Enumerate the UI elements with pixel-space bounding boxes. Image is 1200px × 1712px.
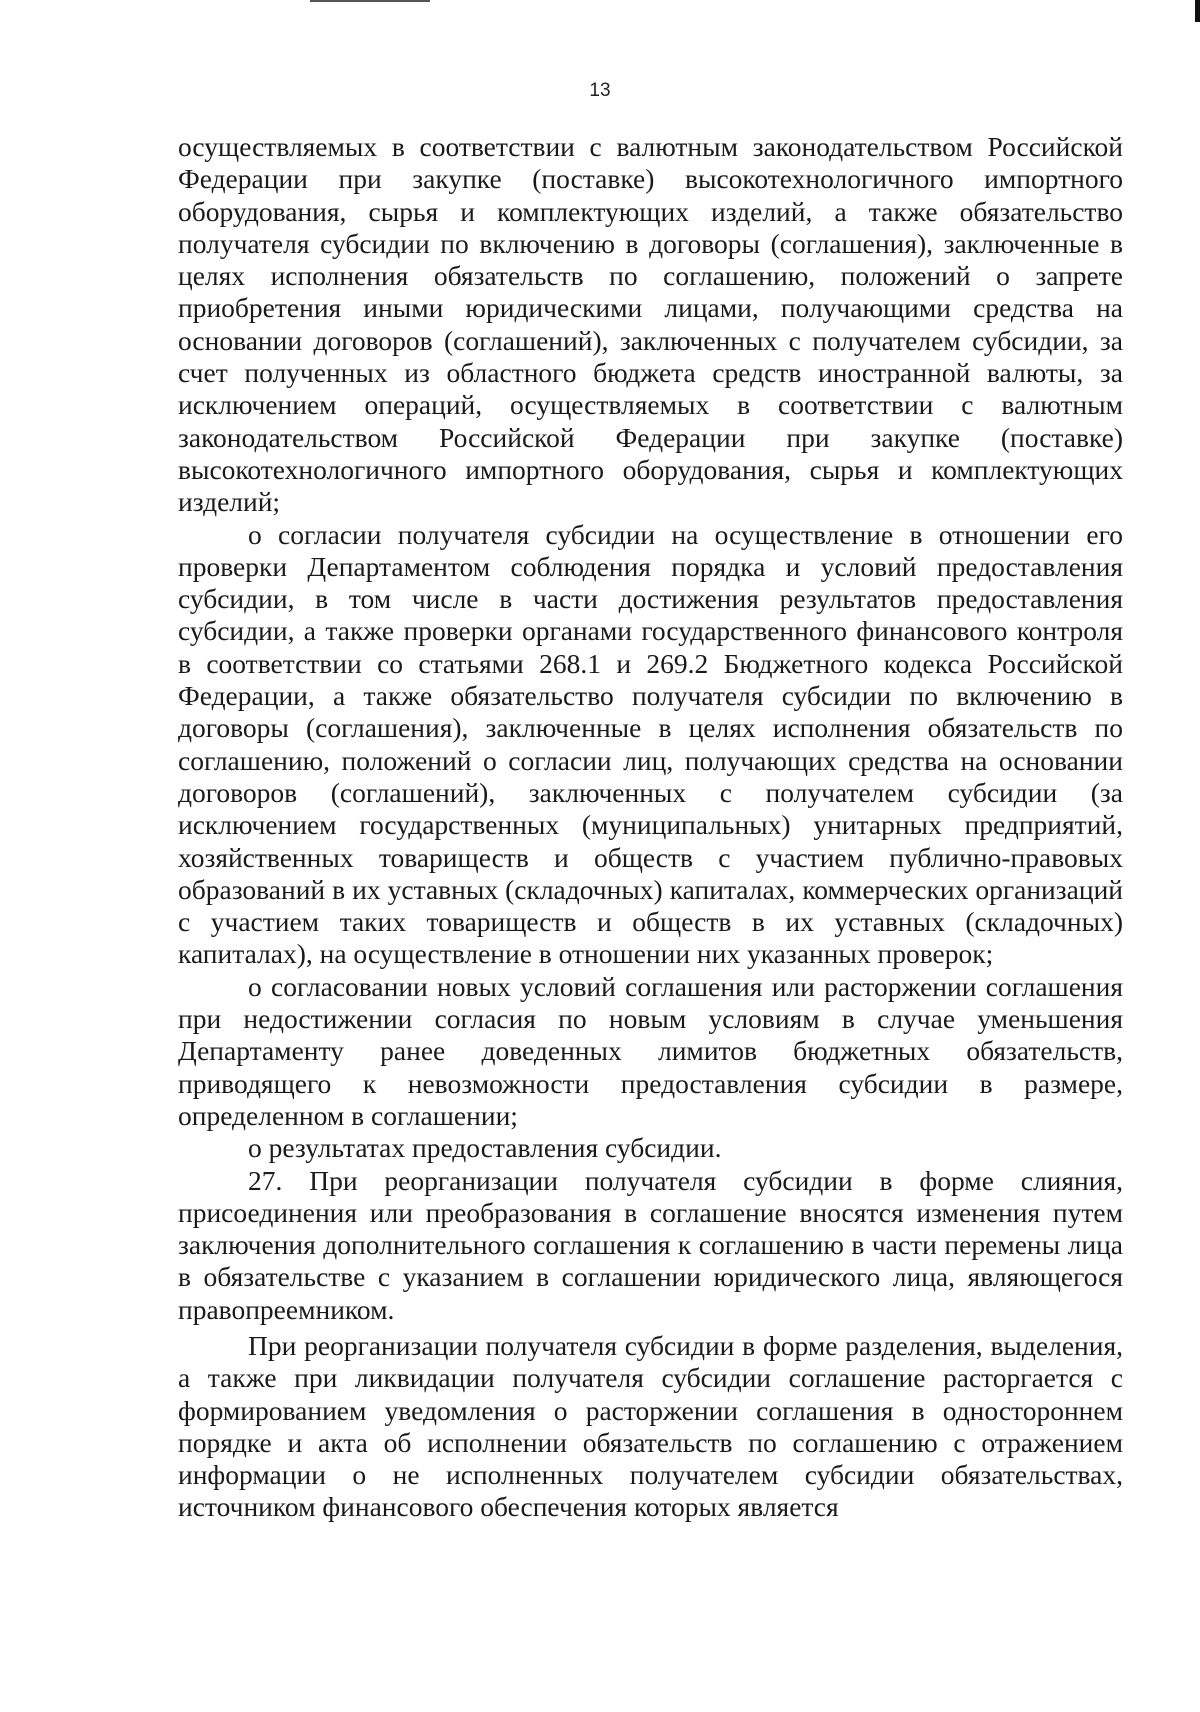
paragraph-results: о результатах предоставления субсидии. (248, 1132, 722, 1164)
paragraph-division-liquidation: При реорганизации получателя субсидии в форме разделения, выделения, а также при ликвидации получателя субсидии соглашение расторгается с формированием уведомления о расторжении соглашения в одностороннем порядке и акта об исполнении обязательств по соглашению с отражением информации о не исполненных получателем субсидии обязательствах, источником финансового обеспечения которых является (178, 1329, 1123, 1523)
paragraph-27-reorganization: 27. При реорганизации получателя субсидии в форме слияния, присоединения или преобразования в соглашение вносятся изменения путем заключения дополнительного соглашения к соглашению в части перемены лица в обязательстве с указанием в соглашении юридического лица, являющегося правопреемником. (178, 1164, 1123, 1325)
top-edge-rule (310, 0, 430, 2)
paragraph-continuation: осуществляемых в соответствии с валютным законодательством Российской Федерации при закупке (поставке) высокотехнологичного импортного оборудования, сырья и комплектующих изделий, а также обязательство получателя субсидии по включению в договоры (соглашения), заключенные в целях исполнения обязательств по соглашению, положений о запрете приобретения иными юридическими лицами, получающими средства на основании договоров (соглашений), заключенных с получателем субсидии, за счет полученных из областного бюджета средств иностранной валюты, за исключением операций, осуществляемых в соответствии с валютным законодательством Российской Федерации при закупке (поставке) высокотехнологичного импортного оборудования, сырья и комплектующих изделий; (178, 131, 1123, 518)
paragraph-new-conditions: о согласовании новых условий соглашения или расторжении соглашения при недостижении согласия по новым условиям в случае уменьшения Департаменту ранее доведенных лимитов бюджетных обязательств, приводящего к невозможности предоставления субсидии в размере, определенном в соглашении; (178, 970, 1123, 1131)
document-body (178, 131, 1123, 1524)
page-number: 13 (589, 80, 611, 101)
scan-edge-mark (1195, 0, 1200, 22)
paragraph-inspection-consent: о согласии получателя субсидии на осуществление в отношении его проверки Департаментом соблюдения порядка и условий предоставления субсидии, в том числе в части достижения результатов предоставления субсидии, а также проверки органами государственного финансового контроля в соответствии со статьями 268.1 и 269.2 Бюджетного кодекса Российской Федерации, а также обязательство получателя субсидии по включению в договоры (соглашения), заключенные в целях исполнения обязательств по соглашению, положений о согласии лиц, получающих средства на основании договоров (соглашений), заключенных с получателем субсидии (за исключением государственных (муниципальных) унитарных предприятий, хозяйственных товариществ и обществ с участием публично-правовых образований в их уставных (складочных) капиталах, коммерческих организаций с участием таких товариществ и обществ в их уставных (складочных) капиталах), на осуществление в отношении них указанных проверок; (178, 518, 1123, 970)
